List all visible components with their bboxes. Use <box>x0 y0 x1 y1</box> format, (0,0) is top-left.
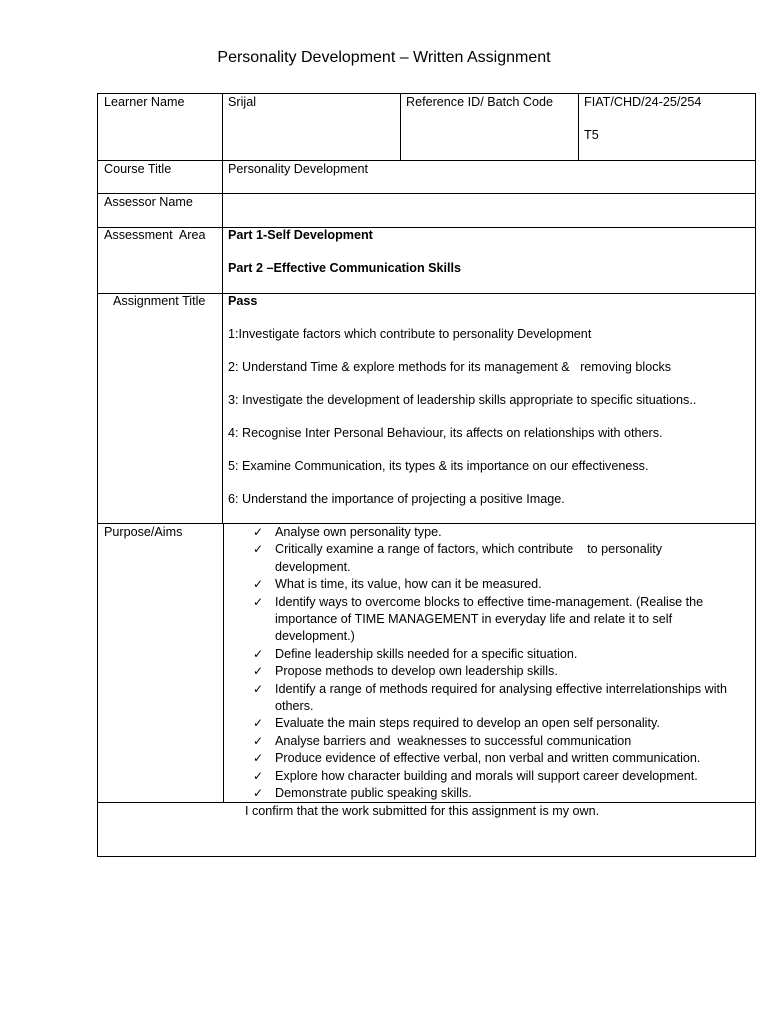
learning-outcome: 6: Understand the importance of projecting a positive Image. <box>228 491 565 506</box>
aim-line: Identify ways to overcome blocks to effective time-management. (Realise the <box>275 594 704 609</box>
declaration-text: I confirm that the work submitted for this assignment is my own. <box>245 804 600 818</box>
course-title-value-cell <box>222 160 756 194</box>
learning-outcome: 4: Recognise Inter Personal Behaviour, its affects on relationships with others. <box>228 425 663 440</box>
assessor-name-label-cell <box>97 193 223 228</box>
aim-line: Analyse barriers and weaknesses to successful communication <box>275 733 632 748</box>
assessment-area-label-cell <box>97 227 223 294</box>
aim-item <box>224 576 750 593</box>
assignment-title-label: Assignment Title <box>113 293 206 308</box>
page-title: Personality Development – Written Assignment <box>217 49 551 66</box>
aim-item <box>224 733 750 750</box>
aim-item <box>224 594 750 646</box>
aim-line: importance of TIME MANAGEMENT in everyday life and relate it to self <box>275 612 673 627</box>
reference-label: Reference ID/ Batch Code <box>406 95 554 109</box>
assessment-part: Part 2 –Effective Communication Skills <box>228 260 462 275</box>
assignment-title-value-cell <box>222 293 756 524</box>
learner-name-label: Learner Name <box>104 95 185 109</box>
learner-name-label-cell <box>97 93 223 161</box>
assessment-area-label: Assessment Area <box>104 227 206 242</box>
check-icon <box>253 541 263 558</box>
aim-item <box>224 715 750 732</box>
assessment-area-parts <box>228 227 750 277</box>
declaration-cell <box>97 802 756 857</box>
check-icon <box>253 646 263 663</box>
purpose-aims-label: Purpose/Aims <box>104 525 183 539</box>
assignment-grade: Pass <box>228 293 258 308</box>
check-icon <box>253 663 263 680</box>
assessment-area-value-cell <box>222 227 756 294</box>
reference-id: FIAT/CHD/24-25/254 <box>584 95 702 109</box>
aim-line: Explore how character building and morals will support career development. <box>275 768 698 783</box>
course-title-value: Personality Development <box>228 162 369 176</box>
check-icon <box>253 524 263 541</box>
aim-line: Critically examine a range of factors, which contribute to personality <box>275 542 663 557</box>
learning-outcome: 3: Investigate the development of leadership skills appropriate to specific situations.. <box>228 392 697 407</box>
aim-item <box>224 681 750 716</box>
learning-outcome: 5: Examine Communication, its types & its importance on our effectiveness. <box>228 458 649 473</box>
batch-code: T5 <box>584 128 599 142</box>
reference-label-cell <box>400 93 579 161</box>
course-title-label-cell <box>97 160 223 194</box>
learner-name-value: Srijal <box>228 95 256 109</box>
course-title-label: Course Title <box>104 162 172 176</box>
aim-line: Define leadership skills needed for a specific situation. <box>275 646 578 661</box>
assessment-part: Part 1-Self Development <box>228 227 373 242</box>
aim-line: What is time, its value, how can it be measured. <box>275 577 542 592</box>
aim-line: development.) <box>275 629 355 644</box>
aim-item <box>224 541 750 576</box>
reference-value-cell <box>578 93 756 161</box>
aim-line: Evaluate the main steps required to develop an open self personality. <box>275 716 660 731</box>
aim-line: Propose methods to develop own leadership skills. <box>275 664 558 679</box>
purpose-aims-label-cell <box>97 523 224 803</box>
aim-line: Identify a range of methods required for analysing effective interrelationships with <box>275 681 727 696</box>
learner-name-value-cell <box>222 93 401 161</box>
aim-line: Produce evidence of effective verbal, non verbal and written communication. <box>275 751 701 766</box>
assessor-name-label: Assessor Name <box>104 195 193 209</box>
aim-item <box>224 768 750 785</box>
assignment-title-label-cell <box>97 293 223 524</box>
assignment-outcomes <box>228 293 750 508</box>
aim-line: others. <box>275 699 314 714</box>
aim-item <box>224 646 750 663</box>
aim-item <box>224 785 750 802</box>
aim-item <box>224 524 750 541</box>
check-icon <box>253 750 263 767</box>
aim-line: Analyse own personality type. <box>275 525 442 539</box>
purpose-aims-list <box>223 523 756 803</box>
check-icon <box>253 715 263 732</box>
check-icon <box>253 733 263 750</box>
assessor-name-value-cell <box>222 193 756 228</box>
check-icon <box>253 576 263 593</box>
check-icon <box>253 681 263 698</box>
aim-item <box>224 750 750 767</box>
learning-outcome: 2: Understand Time & explore methods for its management & removing blocks <box>228 359 672 374</box>
check-icon <box>253 594 263 611</box>
check-icon <box>253 768 263 785</box>
learning-outcome: 1:Investigate factors which contribute to personality Development <box>228 326 592 341</box>
aim-line: Demonstrate public speaking skills. <box>275 786 472 801</box>
check-icon <box>253 785 263 802</box>
aim-line: development. <box>275 559 351 574</box>
aim-item <box>224 663 750 680</box>
